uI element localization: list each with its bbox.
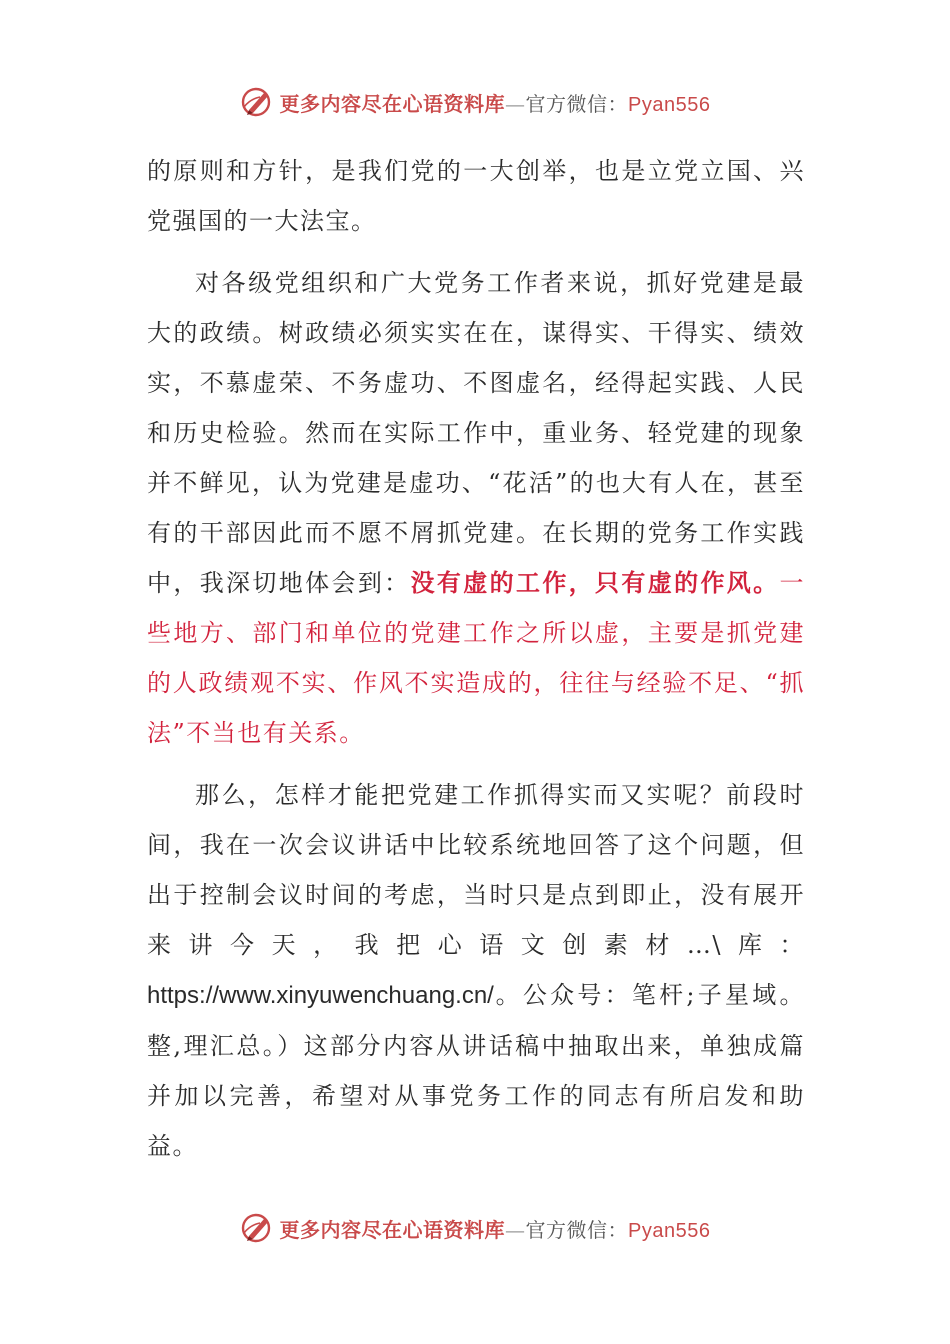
paragraph-3-url: https://www.xinyuwenchuang.cn/: [147, 982, 494, 1009]
paragraph-2: [147, 258, 805, 758]
banner-text: [280, 1214, 711, 1243]
paragraph-1: [147, 146, 805, 246]
banner-account: Pyan556: [628, 1219, 711, 1242]
footer-banner: [0, 1208, 950, 1248]
paragraph-2-bold-highlight: 没有虚的工作，只有虚的作风。: [410, 568, 780, 597]
banner-label: 官方微信：: [525, 91, 629, 116]
paragraph-3-text: 那么，怎样才能把党建工作抓得实而又实呢？前段时间，我在一次会议讲话中比较系统地回答了这个问题，但出于控制会议时间的考虑，当时只是点到即止，没有展开来讲今天，我把心语文创素材…\库：: [147, 781, 805, 959]
document-body: [147, 146, 805, 1183]
banner-slogan: 更多内容尽在心语资料库: [279, 1217, 506, 1242]
banner-label: 官方微信：: [525, 1217, 629, 1242]
banner-slogan: 更多内容尽在心语资料库: [279, 91, 506, 116]
paragraph-3-text-after: 。公众号：笔杆;子星域。整,理汇总。）这部分内容从讲话稿中抽取出来，单独成篇并加以完善，希望对从事党务工作的同志有所启发和助益。: [147, 981, 805, 1160]
header-banner: [0, 82, 950, 122]
banner-text: [280, 88, 711, 117]
banner-account: Pyan556: [628, 93, 711, 116]
pen-logo-icon: [240, 85, 274, 119]
banner-separator: —: [505, 91, 526, 116]
banner-separator: —: [505, 1217, 526, 1242]
paragraph-2-text: 对各级党组织和广大党务工作者来说，抓好党建是最大的政绩。树政绩必须实实在在，谋得实、干得实、绩效实，不慕虚荣、不务虚功、不图虚名，经得起实践、人民和历史检验。然而在实际工作中，重业务、轻党建的现象并不鲜见，认为党建是虚功、“花活”的也大有人在，甚至有的干部因此而不愿不屑抓党建。在长期的党务工作实践中，我深切地体会到：: [147, 269, 805, 597]
paragraph-3: [147, 770, 805, 1171]
paragraph-2-highlight: 一些地方、部门和单位的党建工作之所以虚，主要是抓党建的人政绩观不实、作风不实造成的，往往与经验不足、“抓法”不当也有关系。: [147, 569, 806, 747]
pen-logo-icon: [240, 1211, 274, 1245]
paragraph-1-text: 的原则和方针，是我们党的一大创举，也是立党立国、兴党强国的一大法宝。: [147, 157, 805, 235]
